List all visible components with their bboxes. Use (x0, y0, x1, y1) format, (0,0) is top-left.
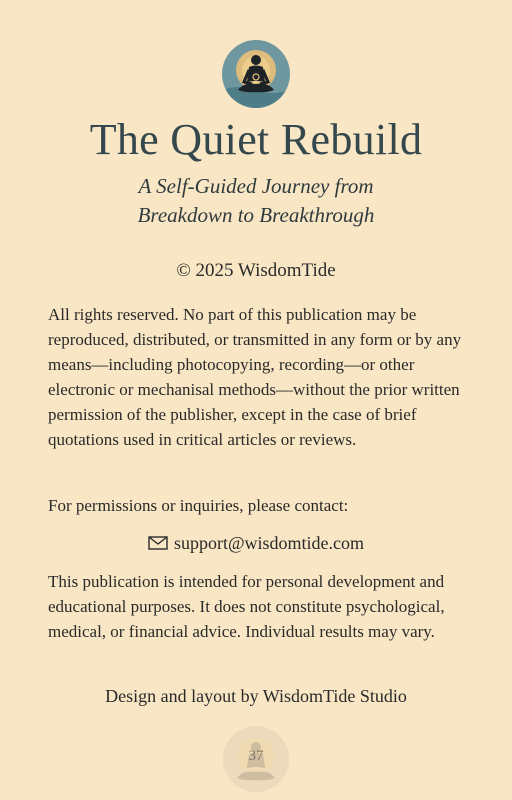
disclaimer-paragraph: This publication is intended for personal development and educational purposes. It does not constitute psychological, medical, or financial advice. Individual results may vary. (48, 572, 445, 641)
design-credit: Design and layout by WisdomTide Studio (105, 686, 407, 706)
book-title: The Quiet Rebuild (89, 115, 423, 164)
book-subtitle (0, 172, 512, 230)
contact-email-link[interactable]: support@wisdomtide.com (173, 533, 365, 553)
permissions-paragraph: For permissions or inquiries, please contact: (48, 496, 349, 515)
page-number: 37 (248, 748, 264, 764)
meditating-figure-icon (222, 40, 290, 108)
subtitle-line-2: Breakdown to Breakthrough (137, 203, 375, 227)
subtitle-line-1: A Self-Guided Journey from (138, 174, 374, 198)
rights-paragraph: All rights reserved. No part of this publication may be reproduced, distributed, or transmitted in any form or by any means—including photocopying, recording—or other electronic or mechanisal methods—without the prior written permission of the publisher, except in the case of brief quotations used in critical articles or reviews. (48, 305, 462, 449)
mail-icon (148, 536, 168, 550)
page-number-badge (223, 726, 289, 792)
copyright-line: © 2025 WisdomTide (176, 260, 336, 281)
contact-email-row (0, 530, 512, 556)
